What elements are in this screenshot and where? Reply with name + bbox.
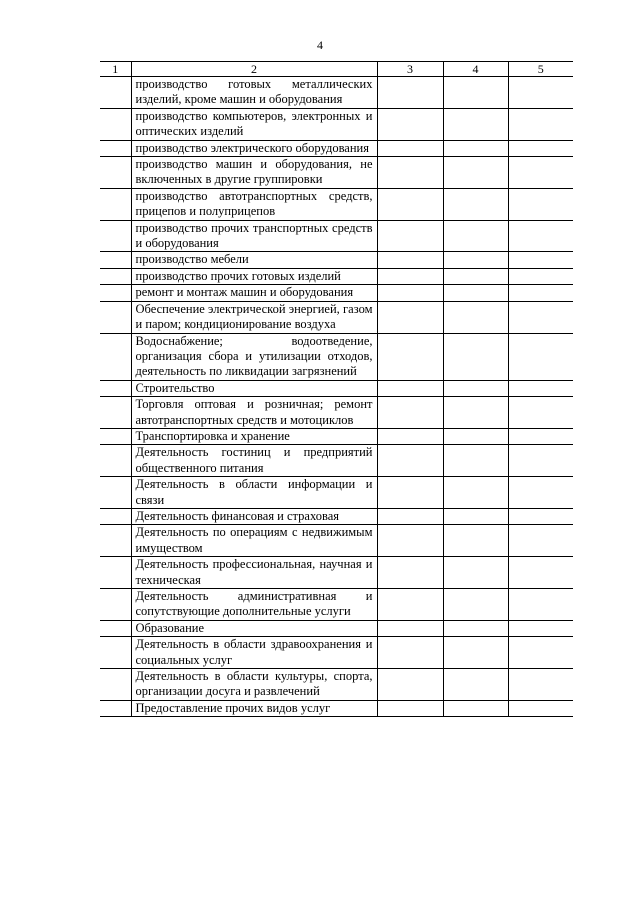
value-cell-col-5 — [508, 252, 573, 268]
activity-name-cell: Обеспечение электрической энергией, газом и паром; кондиционирование воздуха — [131, 301, 377, 333]
header-row — [100, 62, 573, 77]
value-cell-col-3 — [377, 525, 443, 557]
value-cell-col-1 — [100, 428, 131, 444]
activity-name-cell: Деятельность гостиниц и предприятий общественного питания — [131, 445, 377, 477]
value-cell-col-4 — [443, 397, 508, 429]
activity-name-cell: Строительство — [131, 380, 377, 396]
activity-name-cell: производство готовых металлических изделий, кроме машин и оборудования — [131, 77, 377, 109]
value-cell-col-1 — [100, 157, 131, 189]
value-cell-col-1 — [100, 140, 131, 156]
table-row — [100, 157, 573, 189]
value-cell-col-5 — [508, 157, 573, 189]
value-cell-col-3 — [377, 700, 443, 716]
value-cell-col-3 — [377, 637, 443, 669]
value-cell-col-1 — [100, 445, 131, 477]
value-cell-col-1 — [100, 477, 131, 509]
value-cell-col-4 — [443, 268, 508, 284]
value-cell-col-4 — [443, 108, 508, 140]
value-cell-col-1 — [100, 508, 131, 524]
table-row — [100, 477, 573, 509]
activity-name-cell: производство мебели — [131, 252, 377, 268]
value-cell-col-3 — [377, 397, 443, 429]
activity-name-cell: Деятельность профессиональная, научная и техническая — [131, 557, 377, 589]
activity-name-cell: Деятельность в области информации и связи — [131, 477, 377, 509]
value-cell-col-5 — [508, 397, 573, 429]
activity-name-cell: Водоснабжение; водоотведение, организация сбора и утилизации отходов, деятельность по ликвидации загрязнений — [131, 333, 377, 380]
activity-name-cell: Транспортировка и хранение — [131, 428, 377, 444]
activity-name-cell: Торговля оптовая и розничная; ремонт автотранспортных средств и мотоциклов — [131, 397, 377, 429]
activity-name-cell: Образование — [131, 620, 377, 636]
column-header-2: 2 — [131, 62, 377, 77]
value-cell-col-4 — [443, 380, 508, 396]
activity-name-cell: производство электрического оборудования — [131, 140, 377, 156]
activity-name-cell: производство автотранспортных средств, прицепов и полуприцепов — [131, 188, 377, 220]
value-cell-col-1 — [100, 637, 131, 669]
value-cell-col-3 — [377, 108, 443, 140]
activity-name-cell: Деятельность в области культуры, спорта, организации досуга и развлечений — [131, 669, 377, 701]
value-cell-col-1 — [100, 397, 131, 429]
value-cell-col-1 — [100, 669, 131, 701]
value-cell-col-3 — [377, 557, 443, 589]
value-cell-col-3 — [377, 301, 443, 333]
value-cell-col-1 — [100, 557, 131, 589]
table-row — [100, 252, 573, 268]
value-cell-col-4 — [443, 445, 508, 477]
table-row — [100, 620, 573, 636]
activity-name-cell: ремонт и монтаж машин и оборудования — [131, 285, 377, 301]
table-row — [100, 557, 573, 589]
activity-name-cell: производство прочих транспортных средств и оборудования — [131, 220, 377, 252]
value-cell-col-4 — [443, 333, 508, 380]
value-cell-col-1 — [100, 589, 131, 621]
value-cell-col-5 — [508, 669, 573, 701]
column-header-3: 3 — [377, 62, 443, 77]
table-row — [100, 220, 573, 252]
value-cell-col-4 — [443, 700, 508, 716]
value-cell-col-3 — [377, 220, 443, 252]
value-cell-col-5 — [508, 108, 573, 140]
value-cell-col-4 — [443, 525, 508, 557]
activity-name-cell: Деятельность в области здравоохранения и социальных услуг — [131, 637, 377, 669]
activity-table — [100, 61, 573, 717]
value-cell-col-3 — [377, 333, 443, 380]
value-cell-col-1 — [100, 108, 131, 140]
value-cell-col-1 — [100, 285, 131, 301]
value-cell-col-5 — [508, 620, 573, 636]
value-cell-col-5 — [508, 700, 573, 716]
value-cell-col-3 — [377, 188, 443, 220]
value-cell-col-5 — [508, 525, 573, 557]
table-row — [100, 508, 573, 524]
value-cell-col-4 — [443, 140, 508, 156]
table-row — [100, 669, 573, 701]
value-cell-col-4 — [443, 301, 508, 333]
page-number: 4 — [317, 38, 323, 52]
value-cell-col-4 — [443, 620, 508, 636]
table-row — [100, 589, 573, 621]
value-cell-col-1 — [100, 380, 131, 396]
value-cell-col-4 — [443, 220, 508, 252]
table-row — [100, 268, 573, 284]
value-cell-col-1 — [100, 188, 131, 220]
value-cell-col-5 — [508, 220, 573, 252]
value-cell-col-5 — [508, 268, 573, 284]
value-cell-col-3 — [377, 380, 443, 396]
value-cell-col-5 — [508, 508, 573, 524]
table-row — [100, 108, 573, 140]
value-cell-col-3 — [377, 669, 443, 701]
column-header-5: 5 — [508, 62, 573, 77]
activity-name-cell: производство машин и оборудования, не включенных в другие группировки — [131, 157, 377, 189]
value-cell-col-5 — [508, 589, 573, 621]
activity-name-cell: Деятельность административная и сопутствующие дополнительные услуги — [131, 589, 377, 621]
value-cell-col-1 — [100, 301, 131, 333]
value-cell-col-1 — [100, 333, 131, 380]
table-row — [100, 428, 573, 444]
value-cell-col-5 — [508, 333, 573, 380]
value-cell-col-1 — [100, 268, 131, 284]
value-cell-col-1 — [100, 220, 131, 252]
value-cell-col-4 — [443, 637, 508, 669]
activity-name-cell: Деятельность финансовая и страховая — [131, 508, 377, 524]
value-cell-col-5 — [508, 285, 573, 301]
value-cell-col-5 — [508, 188, 573, 220]
value-cell-col-5 — [508, 140, 573, 156]
table-row — [100, 525, 573, 557]
table-row — [100, 637, 573, 669]
value-cell-col-3 — [377, 157, 443, 189]
value-cell-col-4 — [443, 477, 508, 509]
value-cell-col-4 — [443, 252, 508, 268]
table-row — [100, 445, 573, 477]
value-cell-col-3 — [377, 285, 443, 301]
value-cell-col-1 — [100, 700, 131, 716]
table-body — [100, 77, 573, 717]
table-row — [100, 285, 573, 301]
value-cell-col-3 — [377, 268, 443, 284]
column-header-1: 1 — [100, 62, 131, 77]
activity-name-cell: производство прочих готовых изделий — [131, 268, 377, 284]
value-cell-col-1 — [100, 252, 131, 268]
table-row — [100, 380, 573, 396]
table-row — [100, 301, 573, 333]
value-cell-col-3 — [377, 428, 443, 444]
table-row — [100, 397, 573, 429]
value-cell-col-4 — [443, 557, 508, 589]
value-cell-col-3 — [377, 589, 443, 621]
column-header-4: 4 — [443, 62, 508, 77]
value-cell-col-4 — [443, 77, 508, 109]
value-cell-col-4 — [443, 285, 508, 301]
value-cell-col-5 — [508, 477, 573, 509]
value-cell-col-5 — [508, 301, 573, 333]
value-cell-col-4 — [443, 428, 508, 444]
value-cell-col-4 — [443, 589, 508, 621]
value-cell-col-1 — [100, 620, 131, 636]
value-cell-col-4 — [443, 157, 508, 189]
value-cell-col-4 — [443, 669, 508, 701]
table-row — [100, 700, 573, 716]
value-cell-col-3 — [377, 508, 443, 524]
value-cell-col-5 — [508, 77, 573, 109]
table-row — [100, 188, 573, 220]
value-cell-col-5 — [508, 380, 573, 396]
value-cell-col-4 — [443, 188, 508, 220]
value-cell-col-3 — [377, 252, 443, 268]
value-cell-col-3 — [377, 140, 443, 156]
table-row — [100, 140, 573, 156]
value-cell-col-3 — [377, 477, 443, 509]
value-cell-col-5 — [508, 445, 573, 477]
activity-name-cell: Деятельность по операциям с недвижимым имуществом — [131, 525, 377, 557]
activity-name-cell: производство компьютеров, электронных и оптических изделий — [131, 108, 377, 140]
value-cell-col-4 — [443, 508, 508, 524]
value-cell-col-5 — [508, 557, 573, 589]
activity-name-cell: Предоставление прочих видов услуг — [131, 700, 377, 716]
value-cell-col-3 — [377, 445, 443, 477]
value-cell-col-5 — [508, 428, 573, 444]
table-row — [100, 333, 573, 380]
value-cell-col-1 — [100, 77, 131, 109]
value-cell-col-5 — [508, 637, 573, 669]
value-cell-col-3 — [377, 77, 443, 109]
table-row — [100, 77, 573, 109]
value-cell-col-1 — [100, 525, 131, 557]
value-cell-col-3 — [377, 620, 443, 636]
